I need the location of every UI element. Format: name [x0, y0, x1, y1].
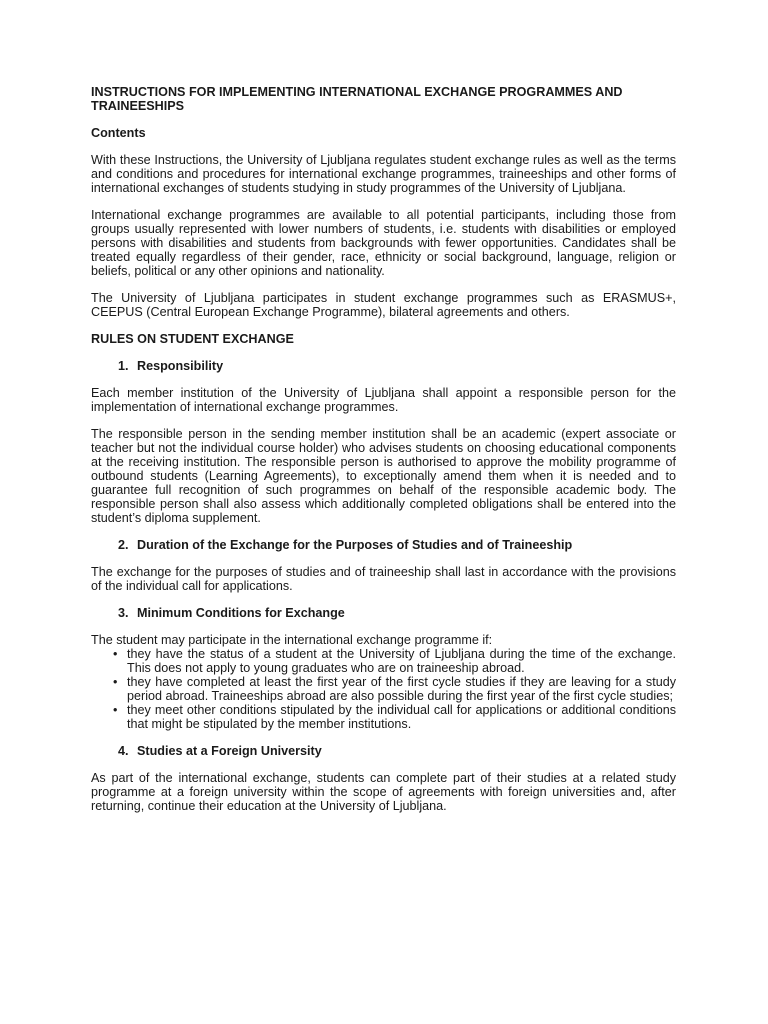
list-item-text: they have completed at least the first year of the first cycle studies if they are leaving for a study period abroad. Traineeships abroad are also possible during the first year of the first cycle studies;: [127, 675, 676, 703]
rules-heading: RULES ON STUDENT EXCHANGE: [91, 332, 294, 346]
section-3-intro: The student may participate in the international exchange programme if:: [91, 633, 493, 647]
list-item: [91, 647, 676, 675]
section-number: 2.: [118, 538, 129, 552]
section-1-paragraph-1: Each member institution of the University of Ljubljana shall appoint a responsible person for the implementation of international exchange programmes.: [91, 386, 676, 414]
section-1-paragraph-2: The responsible person in the sending member institution shall be an academic (expert associate or teacher but not the individual course holder) who advises students on choosing educational components at the receiving institution. The responsible person is authorised to approve the mobility programme of outbound students (Learning Agreements), to exceptionally amend them when it is needed and to guarantee full recognition of such programmes on behalf of the responsible academic body. The responsible person shall also assess which additionally completed obligations shall be entered into the student’s diploma supplement.: [91, 427, 676, 525]
section-2-heading: [91, 538, 676, 552]
intro-paragraph-3: The University of Ljubljana participates in student exchange programmes such as ERASMUS+, CEEPUS (Central European Exchange Programme), bilateral agreements and others.: [91, 291, 676, 319]
intro-paragraph-2: International exchange programmes are available to all potential participants, including those from groups usually represented with lower numbers of students, i.e. students with disabilities or employed persons with disabilities and students from backgrounds with fewer opportunities. Candidates shall be treated equally regardless of their gender, race, ethnicity or social background, language, religion or beliefs, political or any other opinions and nationality.: [91, 208, 676, 278]
section-title: Minimum Conditions for Exchange: [137, 606, 345, 620]
list-item-text: they have the status of a student at the University of Ljubljana during the time of the exchange. This does not apply to young graduates who are on traineeship abroad.: [127, 647, 676, 675]
section-3-heading: [91, 606, 676, 620]
section-4-heading: [91, 744, 676, 758]
document-title: INSTRUCTIONS FOR IMPLEMENTING INTERNATIONAL EXCHANGE PROGRAMMES AND TRAINEESHIPS: [91, 85, 623, 113]
section-number: 3.: [118, 606, 129, 620]
section-title: Studies at a Foreign University: [137, 744, 322, 758]
bullet-icon: •: [113, 647, 118, 661]
section-title: Duration of the Exchange for the Purposes of Studies and of Traineeship: [137, 538, 573, 552]
conditions-list: [91, 647, 676, 731]
section-number: 1.: [118, 359, 129, 373]
intro-paragraph-1: With these Instructions, the University of Ljubljana regulates student exchange rules as well as the terms and conditions and procedures for international exchange programmes, traineeships and other forms of international exchanges of students studying in study programmes of the University of Ljubljana.: [91, 153, 676, 195]
section-4-paragraph-1: As part of the international exchange, students can complete part of their studies at a related study programme at a foreign university within the scope of agreements with foreign universities and, after returning, continue their education at the University of Ljubljana.: [91, 771, 676, 813]
list-item-text: they meet other conditions stipulated by the individual call for applications or additional conditions that might be stipulated by the member institutions.: [127, 703, 676, 731]
document-page: [91, 85, 676, 826]
section-1-heading: [91, 359, 676, 373]
list-item: [91, 675, 676, 703]
section-2-paragraph-1: The exchange for the purposes of studies and of traineeship shall last in accordance with the provisions of the individual call for applications.: [91, 565, 676, 593]
section-number: 4.: [118, 744, 129, 758]
bullet-icon: •: [113, 703, 118, 717]
list-item: [91, 703, 676, 731]
contents-heading: Contents: [91, 126, 146, 140]
section-title: Responsibility: [137, 359, 224, 373]
bullet-icon: •: [113, 675, 118, 689]
